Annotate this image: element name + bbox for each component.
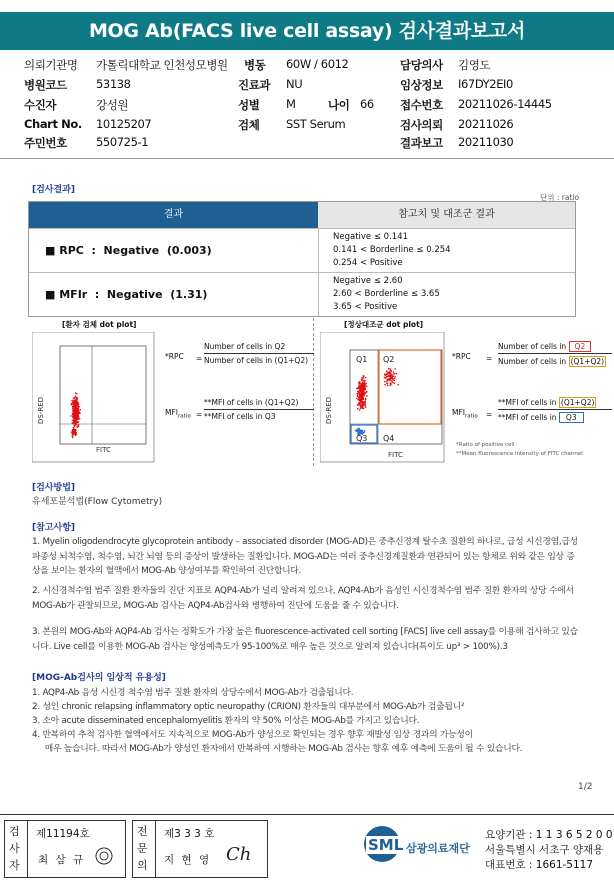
equals-sign: = (486, 410, 493, 419)
control-dotplot (320, 332, 446, 464)
cell-dot (75, 416, 77, 418)
cell-dot (394, 376, 396, 378)
x-axis-label: FITC (96, 446, 111, 454)
rpc-formula-label: *RPC (165, 352, 184, 361)
unit-label: 단위 : ratio (540, 193, 580, 202)
receipt-value: 20211026-14445 (458, 97, 552, 111)
q2-box-label: Q2 (569, 341, 592, 352)
mfi-num-text: **MFI of cells in (498, 398, 557, 407)
cell-dot (387, 379, 389, 381)
cell-dot (75, 422, 77, 424)
mfi-denominator (498, 413, 584, 422)
cell-dot (363, 383, 365, 385)
specialist-label: 전문의 (137, 825, 148, 872)
mfi-subscript: ratio (465, 413, 478, 420)
cell-dot (362, 402, 364, 404)
cell-dot (76, 433, 78, 435)
specialist-name: 지 현 영 (164, 854, 212, 866)
cell-dot (384, 384, 386, 386)
cell-dot (364, 430, 366, 432)
cell-dot (77, 414, 79, 416)
cell-dot (72, 432, 74, 434)
specimen-value: SST Serum (286, 117, 346, 131)
age-label: 나이 (328, 98, 350, 112)
reference-paragraph-1: 1. Myelin oligodendrocyte glycoprotein antibody – associated disorder (MOG-AD)은 중추신경계 탈수초 질환의 하나로, 급성 시신경염,급성파종성 뇌척수염, 척수염, 뇌간 뇌염 등의 증상이 발생하는 질환입니다. MOG-AD는 여러 중추신경계질환과 연관되어 있는 항체로 위와 같은 임상 증상을 보이는 환자의 혈액에서 MOG-Ab 양성여부를 확인하여 진단합니다. (32, 537, 578, 577)
note-rpc: *Ratio of positive cell (456, 442, 515, 448)
cell-dot (393, 371, 395, 373)
cell-dot (73, 406, 75, 408)
cell-dot (394, 380, 396, 382)
cell-dot (388, 368, 390, 370)
cell-dot (77, 405, 79, 407)
doctor-value: 김영도 (458, 58, 491, 72)
cell-dot (77, 409, 79, 411)
mfi-formula-label (165, 408, 191, 420)
patient-dotplot-title: [환자 검체 dot plot] (62, 320, 137, 329)
cell-dot (70, 415, 72, 417)
list-item: 2. 성인 chronic relapsing inflammatory optic neuropathy (CRION) 환자들의 대부분에서 MOG-Ab가 검출됩니² (32, 702, 465, 712)
report-title: MOG Ab(FACS live cell assay) 검사결과보고서 (0, 12, 614, 50)
specimen-label: 검체 (238, 118, 260, 132)
cell-dot (359, 388, 361, 390)
doctor-label: 담당의사 (400, 58, 443, 72)
cell-dot (364, 431, 366, 433)
cell-dot (361, 390, 363, 392)
cell-dot (77, 426, 79, 428)
patient-label: 수진자 (24, 98, 57, 112)
rrn-value: 550725-1 (96, 135, 149, 149)
cell-dot (74, 418, 76, 420)
company-phone: 대표번호 : 1661-5117 (485, 859, 594, 871)
results-section-title: [검사결과] (32, 185, 76, 195)
reference-paragraph-3: 3. 본원의 MOG-Ab와 AQP4-Ab 검사는 정확도가 가장 높은 fluorescence-activated cell sorting [FACS] live cell assay를 이용해 검사하고 있습니다. Live cell를 이용한 MOG-Ab 검사는 양성예측도가 95-100%로 매우 높은 것으로 알려져 있습니다(특이도 up³ > 100%).3 (32, 627, 578, 652)
cell-dot (365, 398, 367, 400)
seal-icon (94, 846, 114, 866)
plot-frame (32, 332, 154, 462)
cell-dot (76, 402, 78, 404)
report-date-value: 20211030 (458, 135, 514, 149)
signature: Ch (226, 844, 252, 865)
cell-dot (74, 404, 76, 406)
cell-dot (359, 384, 361, 386)
cell-dot (362, 396, 364, 398)
cell-dot (394, 378, 396, 380)
q1-label: Q1 (356, 355, 368, 364)
mfi-denominator: **MFI of cells in Q3 (204, 412, 276, 421)
cell-dot (362, 407, 364, 409)
cell-dot (364, 387, 366, 389)
list-item: 3. 소아 acute disseminated encephalomyelitis 환자의 약 50% 이상은 MOG-Ab를 가지고 있습니다. (32, 716, 420, 726)
cell-dot (365, 383, 367, 385)
cell-dot (74, 421, 76, 423)
equals-sign: = (486, 354, 493, 363)
plot-area (350, 350, 442, 444)
cell-dot (393, 373, 395, 375)
mfir-result (29, 273, 318, 316)
cell-dot (357, 408, 359, 410)
cell-dot (390, 382, 392, 384)
cell-dot (362, 377, 364, 379)
cell-dot (77, 407, 79, 409)
cell-dot (78, 418, 80, 420)
method-title: [검사방법] (32, 483, 76, 493)
cell-dot (387, 385, 389, 387)
cell-dot (363, 380, 365, 382)
q2-label: Q2 (383, 355, 395, 364)
cell-dot (358, 396, 360, 398)
cell-dot (390, 380, 392, 382)
clinical-info-value: I67DY2EI0 (458, 77, 513, 91)
cell-dot (365, 377, 367, 379)
rpc-numerator: Number of cells in Q2 (204, 342, 286, 351)
reference-line: Negative ≤ 2.60 (333, 276, 403, 286)
sex-label: 성별 (238, 98, 260, 112)
mfir-reference (318, 273, 575, 316)
cell-dot (71, 403, 73, 405)
cell-dot (359, 409, 361, 411)
table-row (29, 228, 575, 272)
specialist-number: 제3 3 3 호 (164, 828, 215, 840)
q1q2-box-label: (Q1+Q2) (570, 357, 605, 366)
list-item: 4. 반복하여 추적 검사한 혈액에서도 지속적으로 MOG-Ab가 양성으로 확인되는 경우 향후 재발성 임상 경과의 가능성이 (32, 730, 473, 740)
cell-dot (384, 381, 386, 383)
cell-dot (363, 375, 365, 377)
mfi-numerator (498, 398, 596, 407)
equals-sign: = (196, 410, 203, 419)
cell-dot (76, 393, 78, 395)
cell-dot (71, 422, 73, 424)
institution-code: 요양기관 : 1 1 3 6 5 2 0 0 (485, 829, 613, 841)
reference-line: 3.65 < Positive (333, 302, 398, 312)
cell-dot (357, 391, 359, 393)
cell-dot (73, 416, 75, 418)
cell-dot (357, 428, 359, 430)
cell-dot (358, 382, 360, 384)
cell-dot (363, 398, 365, 400)
cell-dot (79, 412, 81, 414)
cell-dot (386, 370, 388, 372)
cell-dot (75, 400, 77, 402)
cell-dot (77, 397, 79, 399)
cell-dot (361, 405, 363, 407)
results-table-header (29, 202, 575, 228)
fraction-bar (204, 353, 314, 354)
cell-dot (358, 431, 360, 433)
cell-dot (391, 377, 393, 379)
patient-cell-dots (70, 392, 81, 438)
cell-dot (356, 430, 358, 432)
cell-dot (74, 429, 76, 431)
rrn-label: 주민번호 (24, 136, 67, 150)
cell-dot (364, 404, 366, 406)
cell-dot (363, 393, 365, 395)
header-divider (0, 158, 614, 159)
inspector-number: 제11194호 (36, 828, 90, 840)
cell-dot (357, 395, 359, 397)
cell-dot (394, 383, 396, 385)
footer-divider (0, 814, 614, 815)
request-label: 검사의뢰 (400, 118, 443, 132)
cell-dot (72, 413, 74, 415)
report-date-label: 결과보고 (400, 136, 443, 150)
patient-dotplot-panel (28, 318, 314, 466)
reference-line: Negative ≤ 0.141 (333, 232, 409, 242)
cell-dot (76, 411, 78, 413)
cell-dot (396, 373, 398, 375)
cell-dot (78, 411, 80, 413)
clinical-info-label: 임상정보 (400, 78, 443, 92)
cell-dot (359, 382, 361, 384)
q3-label: Q3 (356, 434, 368, 443)
rpc-denominator (498, 357, 606, 366)
mfi-subscript: ratio (178, 413, 191, 420)
cell-dot (386, 381, 388, 383)
cell-dot (390, 373, 392, 375)
mfi-den-text: **MFI of cells in (498, 413, 557, 422)
note-mfi: **Mean fluorescence intensity of FITC channel (456, 451, 583, 457)
sex-value: M (286, 97, 296, 111)
equals-sign: = (196, 354, 203, 363)
inspector-label: 검사자 (9, 825, 20, 872)
list-item: 1. AQP4-Ab 음성 시신경 척수염 범주 질환 환자의 상당수에서 MOG-Ab가 검출됩니다. (32, 688, 354, 698)
cell-dot (387, 376, 389, 378)
company-address: 서울특별시 서초구 양재용 (485, 844, 604, 856)
cell-dot (360, 395, 362, 397)
y-axis-label: DS-RED (37, 396, 45, 424)
chart-label: Chart No. (24, 117, 82, 131)
cell-dot (361, 392, 363, 394)
page-number: 1/2 (578, 782, 593, 792)
cell-dot (359, 386, 361, 388)
ward-label: 병동 (244, 58, 266, 72)
reference-title: [참고사항] (32, 523, 76, 533)
fraction-bar (204, 409, 314, 410)
patient-dotplot (32, 332, 156, 464)
cell-dot (366, 385, 368, 387)
clinical-list (32, 686, 584, 756)
cell-dot (75, 406, 77, 408)
cell-dot (394, 373, 396, 375)
receipt-label: 접수번호 (400, 98, 443, 112)
cell-dot (73, 427, 75, 429)
cell-dot (72, 408, 74, 410)
rpc-num-text: Number of cells in (498, 342, 567, 351)
cell-dot (75, 392, 77, 394)
reference-line: 0.254 < Positive (333, 258, 403, 268)
cell-dot (384, 375, 386, 377)
rpc-numerator (498, 342, 591, 351)
hospital-code-value: 53138 (96, 77, 131, 91)
cell-dot (359, 381, 361, 383)
cell-dot (73, 402, 75, 404)
mfir-result-text: MFIr : Negative (1.31) (59, 288, 208, 301)
bullet-icon: ■ (45, 288, 60, 301)
cell-dot (77, 424, 79, 426)
cell-dot (74, 409, 76, 411)
rpc-reference (318, 229, 575, 272)
reference-line: 0.141 < Borderline ≤ 0.254 (333, 245, 451, 255)
cell-dot (358, 404, 360, 406)
cell-dot (356, 393, 358, 395)
result-column-header: 결과 (29, 202, 318, 228)
inspector-name: 최 삼 규 (38, 854, 86, 866)
cell-dot (394, 368, 396, 370)
cell-dot (391, 370, 393, 372)
q4-label: Q4 (383, 434, 395, 443)
cell-dot (73, 430, 75, 432)
reference-line: 2.60 < Borderline ≤ 3.65 (333, 289, 440, 299)
cell-dot (75, 430, 77, 432)
department-value: NU (286, 77, 303, 91)
reference-paragraph-2: 2. 시신경척수염 범주 질환 환자들의 진단 지표로 AQP4-Ab가 널리 알려져 있으나, AQP4-Ab가 음성인 시신경척수염 범주 질환 환자의 상당 수에서 MOG-Ab가 관찰되므로, MOG-Ab 검사는 AQP4-Ab검사와 병행하여 진단에 도움을 줄 수 있습니다. (32, 586, 574, 611)
cell-dot (384, 373, 386, 375)
cell-dot (356, 388, 358, 390)
cell-dot (77, 419, 79, 421)
rpc-den-text: Number of cells in (498, 357, 567, 366)
cell-dot (362, 388, 364, 390)
cell-dot (366, 395, 368, 397)
institution-label: 의뢰기관명 (24, 58, 78, 72)
ward-value: 60W / 6012 (286, 57, 349, 71)
mfi-numerator: **MFI of cells in (Q1+Q2) (204, 398, 299, 407)
rpc-formula-label: *RPC (452, 352, 471, 361)
cell-dot (361, 430, 363, 432)
cell-dot (386, 383, 388, 385)
company-name: 삼광의료재단 (406, 842, 470, 855)
list-item: 매우 높습니다. 따라서 MOG-Ab가 양성인 환자에서 반복하여 시행하는 MOG-Ab 검사는 향후 예후 예측에 도움이 될 수 있습니다. (32, 744, 523, 754)
rpc-result (29, 229, 318, 272)
mfi-text: MFI (165, 408, 178, 417)
cell-dot (73, 398, 75, 400)
rpc-result-text: RPC : Negative (0.003) (59, 244, 212, 257)
cell-dot (362, 382, 364, 384)
hospital-code-label: 병원코드 (24, 78, 67, 92)
control-dotplot-title: [정상대조군 dot plot] (344, 320, 424, 329)
cell-dot (398, 384, 400, 386)
control-dotplot-panel (318, 318, 605, 466)
results-table (28, 201, 576, 317)
table-row (29, 272, 575, 316)
cell-dot (366, 391, 368, 393)
cell-dot (80, 409, 82, 411)
cell-dot (391, 375, 393, 377)
company-logo-text: SML (368, 836, 404, 854)
department-label: 진료과 (238, 78, 271, 92)
fraction-bar (498, 409, 612, 410)
age-value: 66 (360, 97, 374, 111)
patient-value: 강성원 (96, 98, 129, 112)
cell-dot (360, 407, 362, 409)
method-text: 유세포분석법(Flow Cytometry) (32, 497, 163, 507)
mfi-formula-label (452, 408, 478, 420)
cell-dot (365, 406, 367, 408)
reference-column-header: 참고치 및 대조군 결과 (318, 202, 575, 228)
cell-dot (364, 402, 366, 404)
cell-dot (361, 380, 363, 382)
cell-dot (75, 431, 77, 433)
mfi-text: MFI (452, 408, 465, 417)
cell-dot (386, 372, 388, 374)
chart-value: 10125207 (96, 117, 152, 131)
cell-dot (391, 381, 393, 383)
cell-dot (358, 399, 360, 401)
cell-dot (75, 396, 77, 398)
plot-frame (320, 332, 444, 462)
cell-dot (389, 376, 391, 378)
cell-dot (360, 398, 362, 400)
request-value: 20211026 (458, 117, 514, 131)
x-axis-label: FITC (388, 451, 403, 459)
y-axis-label: DS-RED (325, 396, 333, 424)
q3-box-label: Q3 (559, 412, 584, 423)
cell-dot (73, 424, 75, 426)
bullet-icon: ■ (45, 244, 60, 257)
cell-dot (74, 411, 76, 413)
clinical-title: [MOG-Ab검사의 임상적 유용성] (32, 673, 166, 683)
cell-dot (390, 368, 392, 370)
fraction-bar (498, 353, 612, 354)
cell-dot (73, 410, 75, 412)
cell-dot (356, 398, 358, 400)
cell-dot (78, 404, 80, 406)
institution-value: 가톨릭대학교 인천성모병원 (96, 58, 228, 72)
cell-dot (77, 412, 79, 414)
rpc-denominator: Number of cells in (Q1+Q2) (204, 356, 309, 365)
q1q2-box-label: (Q1+Q2) (560, 398, 595, 407)
cell-dot (73, 417, 75, 419)
